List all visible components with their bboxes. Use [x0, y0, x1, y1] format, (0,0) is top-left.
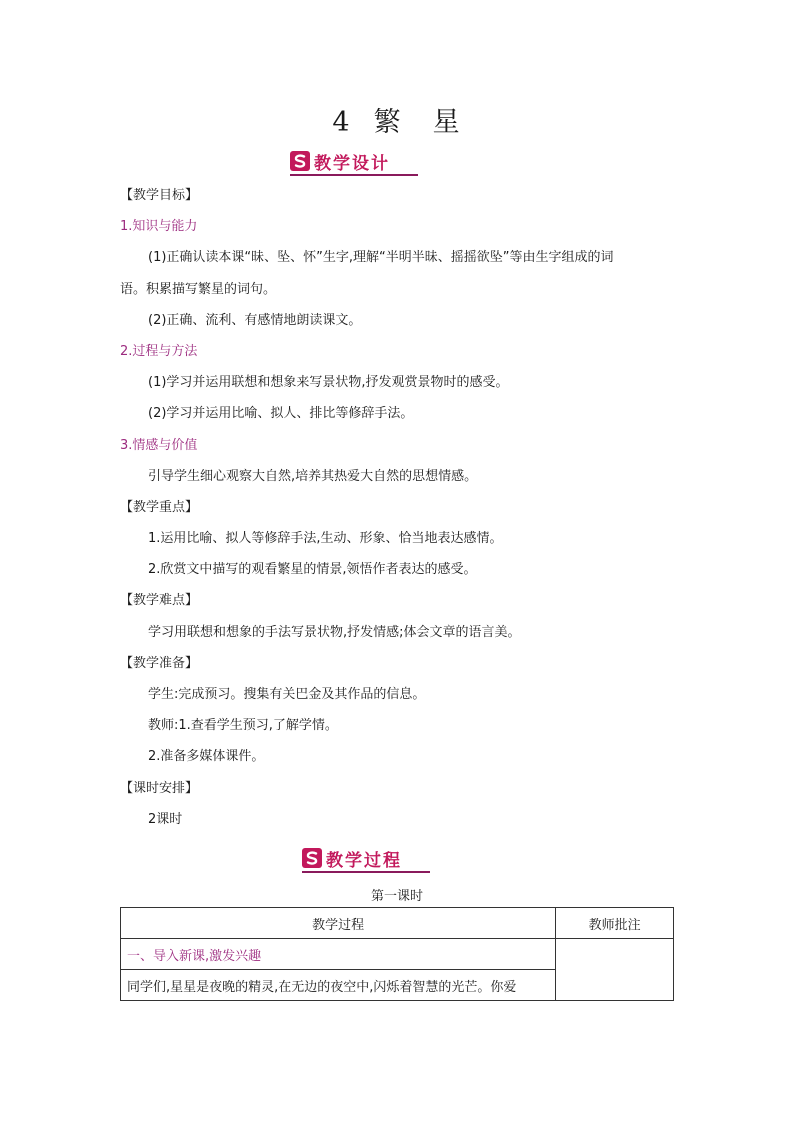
prep-student: 学生:完成预习。搜集有关巴金及其作品的信息。 — [148, 687, 426, 702]
heading-difficulty: 【教学难点】 — [120, 593, 199, 608]
heading-keypoints: 【教学重点】 — [120, 500, 199, 515]
process-table — [120, 907, 674, 1001]
prep-teacher-2: 2.准备多媒体课件。 — [148, 749, 265, 764]
heading-preparation: 【教学准备】 — [120, 656, 199, 671]
table-cell-text: 同学们,星星是夜晚的精灵,在无边的夜空中,闪烁着智慧的光芒。你爱 — [121, 970, 556, 1001]
objective-k1-line2: 语。积累描写繁星的词句。 — [120, 282, 277, 297]
lesson-title — [0, 100, 794, 139]
table-header-row — [121, 908, 674, 939]
table-cell-step: 一、导入新课,激发兴趣 — [121, 939, 556, 970]
heading-objectives: 【教学目标】 — [120, 188, 199, 203]
s-logo-icon — [290, 151, 310, 171]
title-char-1: 繁 — [373, 107, 403, 138]
section-badge-process — [302, 845, 430, 873]
subheading-process: 2.过程与方法 — [120, 344, 198, 359]
title-char-2: 星 — [432, 107, 462, 138]
section-title-design: 教学设计 — [314, 153, 390, 174]
objective-p1: (1)学习并运用联想和想象来写景状物,抒发观赏景物时的感受。 — [148, 375, 509, 390]
schedule-value: 2课时 — [148, 812, 183, 827]
table-cell-notes — [556, 939, 674, 1001]
keypoint-1: 1.运用比喻、拟人等修辞手法,生动、形象、恰当地表达感情。 — [148, 531, 503, 546]
lesson-number: 4 — [332, 107, 352, 138]
heading-schedule: 【课时安排】 — [120, 781, 199, 796]
subheading-emotion: 3.情感与价值 — [120, 438, 198, 453]
section-badge-design — [290, 148, 418, 176]
section-title-process: 教学过程 — [326, 850, 402, 871]
session-caption: 第一课时 — [370, 889, 423, 904]
subheading-knowledge: 1.知识与能力 — [120, 219, 198, 234]
header-notes: 教师批注 — [556, 908, 674, 939]
objective-k2: (2)正确、流利、有感情地朗读课文。 — [148, 313, 362, 328]
s-logo-icon — [302, 848, 322, 868]
header-process: 教学过程 — [121, 908, 556, 939]
objective-e1: 引导学生细心观察大自然,培养其热爱大自然的思想情感。 — [148, 469, 478, 484]
objective-p2: (2)学习并运用比喻、拟人、排比等修辞手法。 — [148, 406, 414, 421]
table-row — [121, 939, 674, 970]
objective-k1-line1: (1)正确认读本课“昧、坠、怀”生字,理解“半明半昧、摇摇欲坠”等由生字组成的词 — [148, 250, 614, 265]
difficulty-1: 学习用联想和想象的手法写景状物,抒发情感;体会文章的语言美。 — [148, 625, 521, 640]
prep-teacher-1: 教师:1.查看学生预习,了解学情。 — [148, 718, 338, 733]
keypoint-2: 2.欣赏文中描写的观看繁星的情景,领悟作者表达的感受。 — [148, 562, 477, 577]
